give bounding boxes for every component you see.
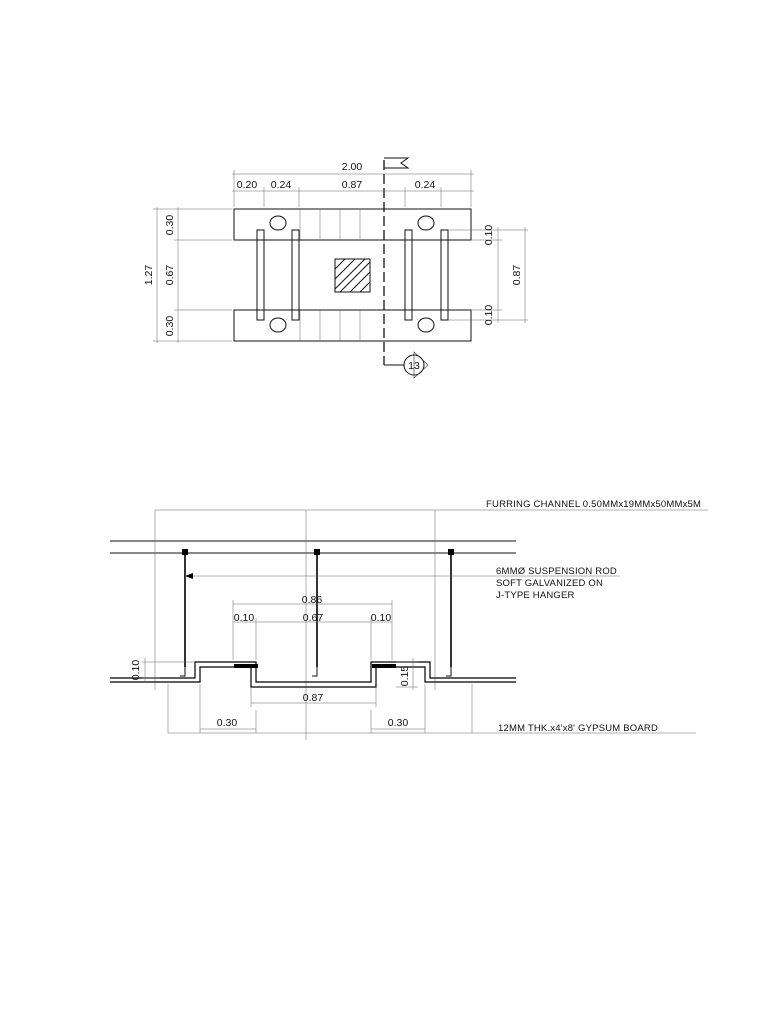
rod-label-line-1: 6MMØ SUSPENSION ROD xyxy=(496,566,617,577)
plan-dim-c: 0.87 xyxy=(341,179,363,191)
section-dim-top-overall: 0.86 xyxy=(301,594,323,606)
rod-cap-2 xyxy=(314,549,320,555)
section-dim-left-vert: 0.10 xyxy=(130,659,142,681)
section-dim-bottom-mid: 0.87 xyxy=(302,692,324,704)
plan-section-flag xyxy=(384,158,408,168)
plan-dim-right-top: 0.10 xyxy=(483,224,495,246)
plan-dim-overall-height: 1.27 xyxy=(143,264,155,286)
ceiling-profile-inner xyxy=(110,667,516,687)
section-view xyxy=(110,499,708,740)
section-top-dim-lines xyxy=(233,600,392,660)
plan-hole-4 xyxy=(418,318,434,332)
plan-hole-2 xyxy=(418,216,434,230)
plan-center-hatch xyxy=(335,259,370,292)
ceiling-profile-outer xyxy=(110,659,516,682)
gypsum-board-label: 12MM THK.x4'x8' GYPSUM BOARD xyxy=(498,723,659,734)
plan-hole-1 xyxy=(270,216,286,230)
rod-cap-3 xyxy=(448,549,454,555)
plan-view xyxy=(143,158,528,378)
plan-band-hatch xyxy=(300,209,360,341)
cove-right-cap xyxy=(372,664,396,668)
rod-leader-arrow xyxy=(185,573,193,579)
furring-channel-label: FURRING CHANNEL 0.50MMx19MMx50MMx5M xyxy=(486,499,702,510)
plan-dim-b: 0.24 xyxy=(270,179,292,191)
rod-label-line-3: J-TYPE HANGER xyxy=(496,590,575,601)
rod-label-line-2: SOFT GALVANIZED ON xyxy=(496,578,604,589)
furring-leader xyxy=(155,510,708,740)
section-dim-top-left: 0.10 xyxy=(233,612,255,624)
cove-left-cap xyxy=(234,664,258,668)
plan-dim-left-bottom: 0.30 xyxy=(164,315,176,337)
section-dim-bottom-left: 0.30 xyxy=(216,717,238,729)
plan-dim-a: 0.20 xyxy=(236,179,258,191)
plan-bar-3 xyxy=(405,230,412,320)
plan-bar-2 xyxy=(292,230,299,320)
section-dim-right-vert: 0.15 xyxy=(399,665,411,687)
plan-dim-left-top: 0.30 xyxy=(164,214,176,236)
plan-dim-right-middle: 0.87 xyxy=(511,264,523,286)
plan-bar-4 xyxy=(441,230,448,320)
plan-dim-d: 0.24 xyxy=(414,179,436,191)
section-dim-bottom-right: 0.30 xyxy=(387,717,409,729)
section-marker-number: 13 xyxy=(408,360,420,372)
plan-dim-left-middle: 0.67 xyxy=(164,264,176,286)
plan-top-band xyxy=(234,209,471,240)
plan-dim-right-bottom: 0.10 xyxy=(483,304,495,326)
rod-cap-1 xyxy=(182,549,188,555)
section-dim-top-right: 0.10 xyxy=(370,612,392,624)
plan-bar-1 xyxy=(257,230,264,320)
section-dim-top-mid: 0.67 xyxy=(302,612,324,624)
plan-hole-3 xyxy=(270,318,286,332)
plan-dim-overall-width: 2.00 xyxy=(341,161,363,173)
